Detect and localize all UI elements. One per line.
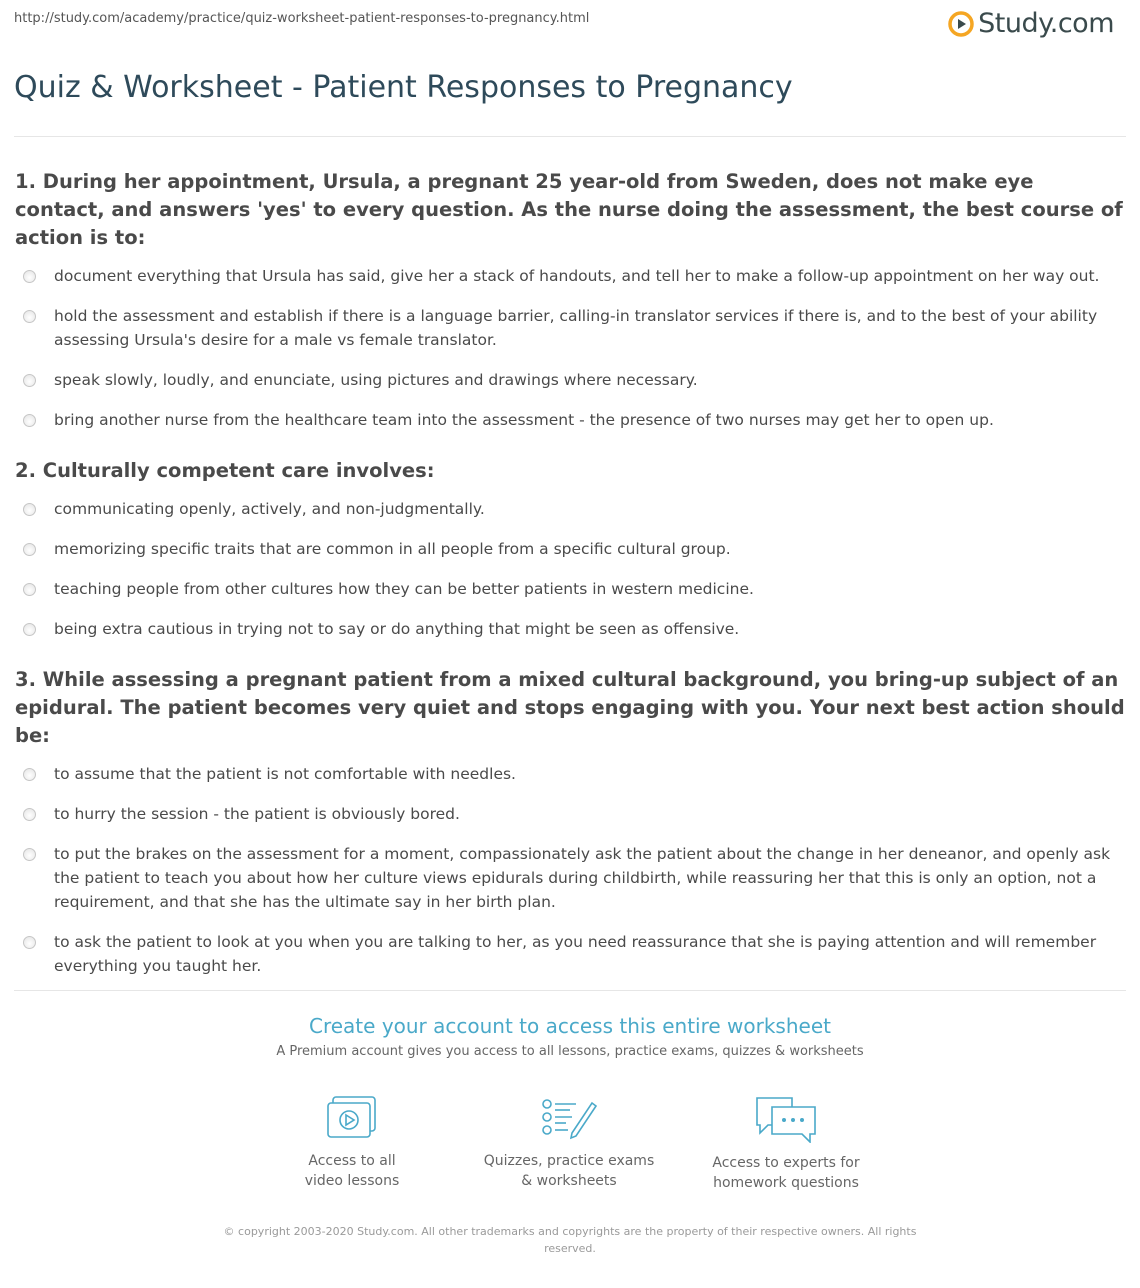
answer-option[interactable] xyxy=(15,577,1127,601)
video-lessons-icon xyxy=(325,1095,379,1141)
answer-text: bring another nurse from the healthcare team into the assessment - the presence of two nurses may get her to open up. xyxy=(54,411,994,429)
answer-option[interactable] xyxy=(15,842,1127,914)
feature-experts xyxy=(686,1095,886,1193)
radio-button[interactable] xyxy=(23,310,36,323)
answer-text: hold the assessment and establish if there is a language barrier, calling-in translator services if there is, and to the best of your ability assessing Ursula's desire for a male vs female translator. xyxy=(54,307,1098,349)
answer-option[interactable] xyxy=(15,802,1127,826)
answer-option[interactable] xyxy=(15,930,1127,978)
radio-button[interactable] xyxy=(23,768,36,781)
title-divider xyxy=(14,136,1126,137)
question-3 xyxy=(15,666,1127,978)
radio-button[interactable] xyxy=(23,503,36,516)
radio-button[interactable] xyxy=(23,848,36,861)
study-logo[interactable] xyxy=(948,8,1114,39)
question-1 xyxy=(15,168,1127,432)
question-2 xyxy=(15,457,1127,641)
answer-option[interactable] xyxy=(15,368,1127,392)
radio-button[interactable] xyxy=(23,623,36,636)
create-account-link[interactable]: Create your account to access this entire worksheet xyxy=(309,1014,831,1038)
feature-label-line1: Quizzes, practice exams xyxy=(483,1153,655,1169)
chat-bubbles-icon xyxy=(754,1095,818,1143)
answer-text: to hurry the session - the patient is obviously bored. xyxy=(54,805,460,823)
answer-text: speak slowly, loudly, and enunciate, using pictures and drawings where necessary. xyxy=(54,371,698,389)
page-url: http://study.com/academy/practice/quiz-worksheet-patient-responses-to-pregnancy.html xyxy=(14,11,590,26)
answer-text: to put the brakes on the assessment for a moment, compassionately ask the patient about the change in her deneanor, and openly ask the patient to teach you about how her culture views epidurals during childbirth, while reassuring her that this is only an option, not a requirement, and that she has the ultimate say in her birth plan. xyxy=(54,845,1111,911)
quiz-checklist-icon xyxy=(540,1095,598,1141)
feature-label-line2: homework questions xyxy=(713,1175,859,1191)
answer-option[interactable] xyxy=(15,537,1127,561)
answer-text: communicating openly, actively, and non-judgmentally. xyxy=(54,500,485,518)
radio-button[interactable] xyxy=(23,583,36,596)
answer-text: document everything that Ursula has said, give her a stack of handouts, and tell her to make a follow-up appointment on her way out. xyxy=(54,267,1100,285)
promo-divider xyxy=(14,990,1126,991)
answer-option[interactable] xyxy=(15,264,1127,288)
radio-button[interactable] xyxy=(23,808,36,821)
radio-button[interactable] xyxy=(23,543,36,556)
question-text: 2. Culturally competent care involves: xyxy=(15,459,435,482)
page-title: Quiz & Worksheet - Patient Responses to Pregnancy xyxy=(14,70,793,105)
answer-text: memorizing specific traits that are common in all people from a specific cultural group. xyxy=(54,540,731,558)
copyright-text: © copyright 2003-2020 Study.com. All other trademarks and copyrights are the property of their respective owners. All rights reserved. xyxy=(223,1225,917,1255)
answer-option[interactable] xyxy=(15,497,1127,521)
feature-label-line1: Access to experts for xyxy=(712,1155,860,1171)
question-text: 1. During her appointment, Ursula, a pregnant 25 year-old from Sweden, does not make eye contact, and answers 'yes' to every question. As the nurse doing the assessment, the best course of action is to: xyxy=(15,170,1123,249)
feature-label-line2: & worksheets xyxy=(521,1173,617,1189)
question-text: 3. While assessing a pregnant patient from a mixed cultural background, you bring-up subject of an epidural. The patient becomes very quiet and stops engaging with you. Your next best action should be: xyxy=(15,668,1125,747)
answer-option[interactable] xyxy=(15,617,1127,641)
logo-text: Study.com xyxy=(978,8,1114,39)
quiz-content xyxy=(15,168,1127,1003)
radio-button[interactable] xyxy=(23,414,36,427)
feature-label-line1: Access to all xyxy=(308,1153,396,1169)
radio-button[interactable] xyxy=(23,374,36,387)
answer-text: to ask the patient to look at you when you are talking to her, as you need reassurance that she is paying attention and will remember everything you taught her. xyxy=(54,933,1097,975)
answer-text: to assume that the patient is not comfortable with needles. xyxy=(54,765,516,783)
radio-button[interactable] xyxy=(23,936,36,949)
play-circle-icon xyxy=(948,11,974,37)
answer-option[interactable] xyxy=(15,408,1127,432)
premium-subtitle: A Premium account gives you access to all lessons, practice exams, quizzes & worksheets xyxy=(276,1044,864,1059)
answer-text: teaching people from other cultures how they can be better patients in western medicine. xyxy=(54,580,754,598)
answer-option[interactable] xyxy=(15,762,1127,786)
feature-quizzes xyxy=(469,1095,669,1191)
answer-option[interactable] xyxy=(15,304,1127,352)
feature-label-line2: video lessons xyxy=(304,1173,400,1189)
radio-button[interactable] xyxy=(23,270,36,283)
feature-video-lessons xyxy=(252,1095,452,1191)
answer-text: being extra cautious in trying not to say or do anything that might be seen as offensive. xyxy=(54,620,740,638)
